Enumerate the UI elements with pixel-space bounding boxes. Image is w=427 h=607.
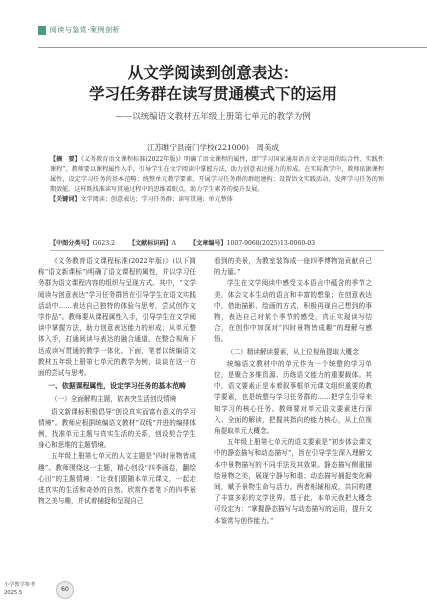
doc-code-label: 【文献标识码】 <box>128 240 172 247</box>
subsection-heading: （一）全面解构主题，依表突生活创设情境 <box>51 395 177 404</box>
abstract-divider <box>50 250 384 251</box>
journal-issue: 2025.5 <box>4 590 23 596</box>
right-column <box>214 256 372 527</box>
body-paragraph: 五年级上册第七单元的语文要素是“初步体会课文中的静态描写和动态描写”，旨在引导学生深入理解文本中景物描写的不同手法及其效果。静态描写侧重描绘景物之美，展现宁静与和谐；动态描写捕捉变化瞬间，赋予景物生命与活力。两者相辅相成，共同构建了丰富多彩的文学世界。基于此，本单元我把大概念可设定为：“掌握静态描写与动态描写的运用，提升文本鉴赏与创作能力。” <box>214 438 372 525</box>
body-paragraph: 看到的美景，为教室装饰成一座四季博物馆贡献自己的力量。” <box>214 257 372 277</box>
section-heading: 一、依据课程属性，设定学习任务的基本范畴 <box>48 382 186 391</box>
body-paragraph: 统编语文教材中的单元作为一个统整的学习单位，是聚合多维资源、历练语文能力的重要载体。其中，语文要素正是本着叙事框单元课文组织重要的教学要素，也是统整与学习任务群的……把学生引导来知学习的核心任务。教师要对单元语文要素进行深入、全面的解读，把握其指向的能力核心，从上位视角提取单元大概念。 <box>214 359 372 436</box>
article-id-label: 【文章编号】 <box>190 240 227 247</box>
abstract <box>50 155 384 205</box>
article-title-line1: 从文学阅读到创意表达： <box>127 64 299 82</box>
section-label: 阅读与鉴赏·案例剖析 <box>49 26 120 34</box>
page-footer <box>0 577 427 607</box>
keywords-text: 文学阅读；创意表达；学习任务群；读写贯通；单元整体 <box>80 196 233 204</box>
page-header <box>0 0 427 48</box>
classification-row <box>50 238 384 247</box>
keywords-label: 【关键词】 <box>50 196 81 204</box>
doc-code-value: A <box>171 240 177 247</box>
article-subtitle: ——以统编语文教材五年级上册第七单元的教学为例 <box>115 112 311 122</box>
subsection-heading: （二）精读解读要素，从上位视角提取大概念 <box>227 347 359 356</box>
clc-value: G623.2 <box>92 240 115 247</box>
body-paragraph: 学生在文学阅读中感受文本语言中蕴含的季节之美，体会文本生动的语言和丰富的想象；在创意表达中，借助描影、绘画的方式，积极再现自己想到的事物，表达自己对某个季节的感受，真正实现读写结合，在创作中加深对“四时景物皆成趣”的理解与感悟。 <box>214 279 372 344</box>
body-paragraph: 语文新课标积极倡导“创设真实而富有意义的学习情境”。教师应根据统编语文教材“双线”并进的编排体例，找准单元主题与真实生活的关系，创设契合学生身心和思维的主题情境。 <box>38 407 196 450</box>
page-number: 60 <box>56 581 74 599</box>
section-square-icon <box>38 26 46 35</box>
body-paragraph: 五年级上册第七单元的人文主题是“四时景物皆成趣”。教师围绕这一主题，精心创设“四季画卷，翻绘心田”的主题情境：“让我们跟随本单元课文，一起走进真实的生活和奇妙的自然。欣赏作者笔下的四季景物之美与趣，并试着捕捉和呈现自己 <box>38 452 196 506</box>
body-paragraph: 《义务教育语文课程标准(2022年版)》(以下简称“语文新课标”)明确了语文课程的属性，并以学习任务群为语文课程内容的组织与呈现方式。其中，“文学阅读与创意表达”学习任务群旨在引导学生在语文实践活动中……表达自己独特的体验与思考，尝试创作文学作品”。教师要从课程属性入手，引导学生在文学阅读中掌握方法，助力创意表达能力的形成；从单元整体入手，打通阅读与表达的融合通道，在整合视角下达成读写贯通的教学一体化。下面，笔者以统编语文教材五年级上册第七单元的教学为例，谈谈在这一方面的尝试与思考。 <box>38 257 196 378</box>
journal-name: 小学教学参考 <box>4 582 36 588</box>
left-column <box>38 256 196 507</box>
article-id-value: 1007-9068(2025)13-0060-03 <box>226 240 316 247</box>
clc-label: 【中图分类号】 <box>50 240 93 247</box>
journal-info <box>0 581 56 603</box>
abstract-label: 【摘 要】 <box>50 156 81 163</box>
header-rule <box>38 47 427 48</box>
article-title-line2: 学习任务群在读写贯通模式下的运用 <box>88 85 337 103</box>
section-tab <box>38 18 120 42</box>
abstract-text: 《义务教育语文课程标准(2022年版)》明确了语文课程的属性，即“学习国家通用语言文字运用的综合性、实践性课程”。教师要以课程属性入手，引导学生在文学阅读中掌握方法，助力创意表达能力的形成。在实际教学中，教师依据课程属性，设定学习任务的基本范畴；统整单元教学要素，开展学习任务群的群组建构；设置语文实践活动，发挥学习任务的预期效能。这样既找准读写贯通过程中的思维着眼点，助力学生素养的提升发展。 <box>50 156 385 194</box>
author-line: 江苏睢宁县南门学校(221000) 周美成 <box>147 143 279 152</box>
